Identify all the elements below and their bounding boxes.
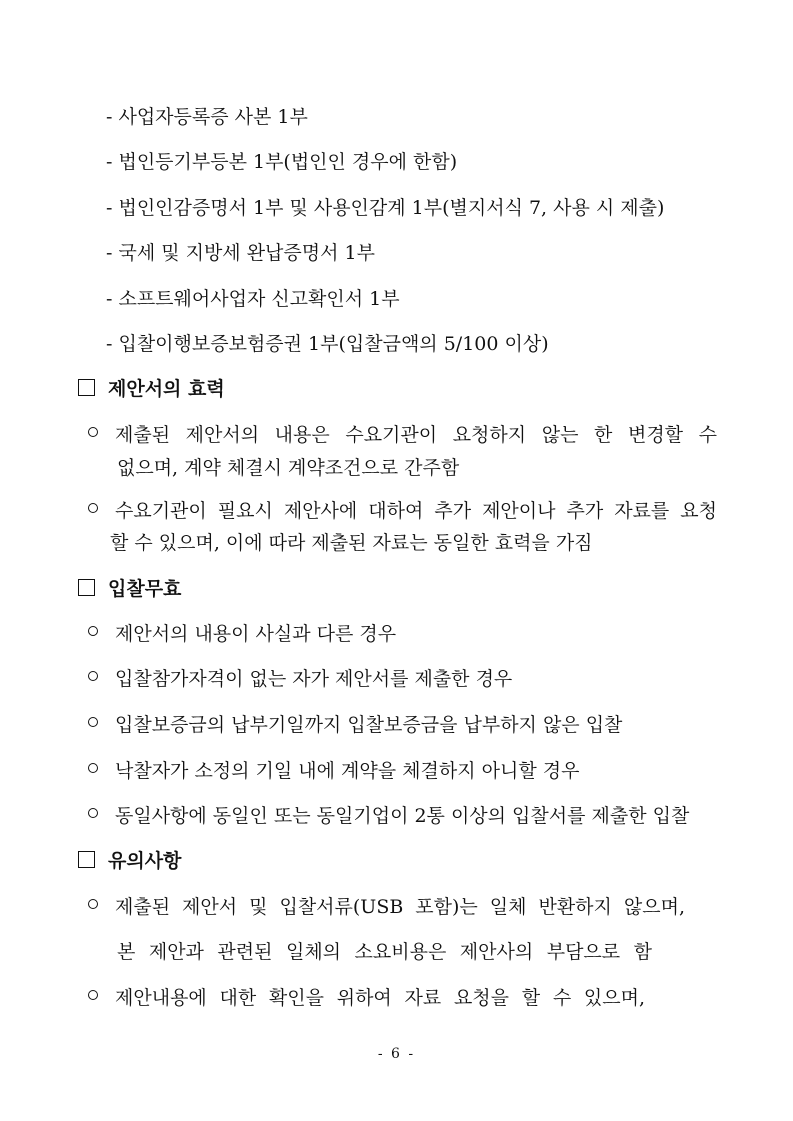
page-number: - 6 - — [377, 1046, 416, 1062]
checkbox-square-icon — [78, 379, 95, 396]
item-text: 제안내용에 대한 확인을 위하여 자료 요청을 할 수 있으며, — [115, 987, 645, 1009]
circle-bullet-icon — [88, 671, 98, 681]
list-item — [88, 894, 685, 920]
item-text: 수요기관이 필요시 제안사에 대하여 추가 제안이나 추가 자료를 요청 — [115, 500, 717, 522]
checkbox-square-icon — [78, 579, 95, 596]
circle-bullet-icon — [88, 808, 98, 818]
section-title: 입찰무효 — [108, 578, 182, 600]
list-item — [88, 621, 396, 647]
checkbox-square-icon — [78, 851, 95, 868]
circle-bullet-icon — [88, 503, 98, 513]
circle-bullet-icon — [88, 427, 98, 437]
item-text: 제안서의 내용이 사실과 다른 경우 — [115, 623, 397, 645]
circle-bullet-icon — [88, 626, 98, 636]
item-text: 입찰참가자격이 없는 자가 제안서를 제출한 경우 — [115, 668, 513, 690]
item-text: 제출된 제안서의 내용은 수요기관이 요청하지 않는 한 변경할 수 — [115, 424, 717, 446]
list-item — [88, 803, 689, 829]
item-text: 동일사항에 동일인 또는 동일기업이 2통 이상의 입찰서를 제출한 입찰 — [115, 805, 690, 827]
item-text: 낙찰자가 소정의 기일 내에 계약을 체결하지 아니할 경우 — [115, 760, 580, 782]
circle-bullet-icon — [88, 717, 98, 727]
list-item — [88, 666, 512, 692]
list-item — [88, 498, 717, 524]
section-heading-validity — [78, 376, 225, 402]
list-item — [88, 985, 645, 1011]
list-item — [88, 758, 579, 784]
circle-bullet-icon — [88, 990, 98, 1000]
list-item: - 국세 및 지방세 완납증명서 1부 — [106, 242, 375, 264]
list-item: - 입찰이행보증보험증권 1부(입찰금액의 5/100 이상) — [106, 333, 549, 355]
circle-bullet-icon — [88, 899, 98, 909]
item-continuation: 본 제안과 관련된 일체의 소요비용은 제안사의 부담으로 함 — [117, 941, 652, 963]
list-item: - 소프트웨어사업자 신고확인서 1부 — [106, 288, 400, 310]
item-continuation: 없으며, 계약 체결시 계약조건으로 간주함 — [117, 457, 460, 479]
list-item: - 사업자등록증 사본 1부 — [106, 106, 308, 128]
item-text: 제출된 제안서 및 입찰서류(USB 포함)는 일체 반환하지 않으며, — [115, 896, 685, 918]
circle-bullet-icon — [88, 763, 98, 773]
list-item — [88, 422, 717, 448]
list-item: - 법인등기부등본 1부(법인인 경우에 한함) — [106, 151, 458, 173]
item-text: 입찰보증금의 납부기일까지 입찰보증금을 납부하지 않은 입찰 — [115, 714, 623, 736]
item-continuation: 할 수 있으며, 이에 따라 제출된 자료는 동일한 효력을 가짐 — [110, 532, 593, 554]
section-heading-invalid — [78, 576, 181, 602]
section-title: 제안서의 효력 — [108, 378, 225, 400]
section-heading-notes — [78, 848, 181, 874]
section-title: 유의사항 — [108, 850, 182, 872]
list-item — [88, 712, 622, 738]
list-item: - 법인인감증명서 1부 및 사용인감계 1부(별지서식 7, 사용 시 제출) — [106, 197, 665, 219]
